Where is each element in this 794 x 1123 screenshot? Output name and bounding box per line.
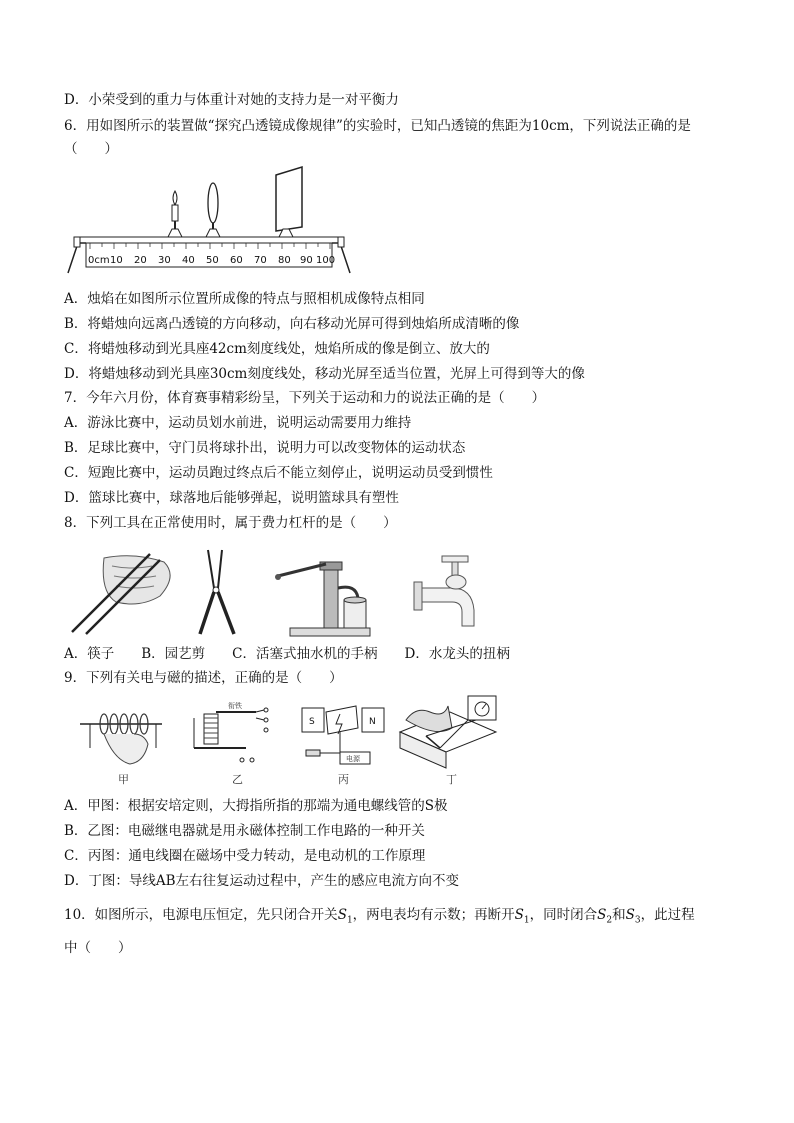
q10-stem bbox=[64, 906, 695, 930]
ruler-label-50: 50 bbox=[206, 255, 219, 266]
garden-shears-figure bbox=[192, 548, 242, 636]
relay-armature-label: 衔铁 bbox=[228, 702, 242, 710]
q9-option-c: C．丙图：通电线圈在磁场中受力转动，是电动机的工作原理 bbox=[64, 848, 426, 864]
induction-figure bbox=[396, 692, 506, 770]
switch-s1: S bbox=[337, 907, 347, 923]
q10-stem-line2: 中（ ） bbox=[64, 940, 132, 956]
q10-text-1: 10．如图所示，电源电压恒定，先只闭合开关 bbox=[64, 907, 338, 923]
water-pump-figure bbox=[270, 548, 380, 638]
q6-option-d: D．将蜡烛移动到光具座30cm刻度线处，移动光屏至适当位置，光屏上可得到等大的像 bbox=[64, 366, 585, 382]
q9-option-b: B．乙图：电磁继电器就是用永磁体控制工作电路的一种开关 bbox=[64, 823, 425, 839]
q10-text-3: ，同时闭合 bbox=[529, 907, 598, 923]
switch-s3-sub: 3 bbox=[634, 915, 641, 926]
magnet-n-label: N bbox=[369, 717, 376, 727]
ruler-label-20: 20 bbox=[134, 255, 147, 266]
q9-option-d: D．丁图：导线AB左右往复运动过程中，产生的感应电流方向不变 bbox=[64, 873, 459, 889]
ruler-label-0: 0cm bbox=[88, 255, 110, 266]
q7-option-d: D．篮球比赛中，球落地后能够弹起，说明篮球具有塑性 bbox=[64, 490, 399, 506]
ruler-label-60: 60 bbox=[230, 255, 243, 266]
figure-caption-yi: 乙 bbox=[232, 773, 243, 786]
optical-bench-figure bbox=[64, 165, 354, 277]
solenoid-hand-figure bbox=[76, 698, 166, 768]
q6-option-b: B．将蜡烛向远离凸透镜的方向移动，向右移动光屏可得到烛焰所成清晰的像 bbox=[64, 316, 520, 332]
q9-stem: 9．下列有关电与磁的描述，正确的是（ ） bbox=[64, 670, 343, 686]
ruler-label-70: 70 bbox=[254, 255, 267, 266]
q10-text-4: 和 bbox=[612, 907, 626, 923]
q7-stem: 7．今年六月份，体育赛事精彩纷呈，下列关于运动和力的说法正确的是（ ） bbox=[64, 390, 546, 406]
q6-stem: 6．用如图所示的装置做“探究凸透镜成像规律”的实验时，已知凸透镜的焦距为10cm，下列说法正确的是 bbox=[64, 118, 691, 134]
magnet-s-label: S bbox=[309, 717, 315, 727]
relay-figure bbox=[186, 698, 286, 768]
ruler-label-100: 100 bbox=[316, 255, 336, 266]
motor-figure bbox=[300, 698, 390, 768]
figure-caption-ding: 丁 bbox=[446, 773, 457, 786]
faucet-figure bbox=[412, 548, 492, 638]
chopsticks-figure bbox=[64, 548, 184, 636]
switch-s1-b-sub: 1 bbox=[523, 915, 530, 926]
ruler-label-30: 30 bbox=[158, 255, 171, 266]
q6-option-c: C．将蜡烛移动到光具座42cm刻度线处，烛焰所成的像是倒立、放大的 bbox=[64, 341, 490, 357]
q8-stem: 8．下列工具在正常使用时，属于费力杠杆的是（ ） bbox=[64, 515, 397, 531]
ruler-label-10: 10 bbox=[110, 255, 123, 266]
switch-s3: S bbox=[625, 907, 635, 923]
q6-stem-bracket: （ ） bbox=[64, 141, 118, 157]
ruler-label-90: 90 bbox=[300, 255, 313, 266]
q10-text-5: ，此过程 bbox=[640, 907, 695, 923]
q7-option-a: A．游泳比赛中，运动员划水前进，说明运动需要用力维持 bbox=[64, 415, 412, 431]
ruler-label-40: 40 bbox=[182, 255, 195, 266]
power-supply-label: 电源 bbox=[346, 755, 360, 763]
switch-s2-sub: 2 bbox=[606, 915, 613, 926]
q10-text-2: ，两电表均有示数；再断开 bbox=[352, 907, 515, 923]
ruler-label-80: 80 bbox=[278, 255, 291, 266]
switch-s2: S bbox=[597, 907, 607, 923]
q5-option-d: D．小荣受到的重力与体重计对她的支持力是一对平衡力 bbox=[64, 92, 399, 108]
q8-options: A．筷子 B．园艺剪 C．活塞式抽水机的手柄 D．水龙头的扭柄 bbox=[64, 646, 510, 662]
q7-option-c: C．短跑比赛中，运动员跑过终点后不能立刻停止，说明运动员受到惯性 bbox=[64, 465, 493, 481]
q6-option-a: A．烛焰在如图所示位置所成像的特点与照相机成像特点相同 bbox=[64, 291, 425, 307]
figure-caption-jia: 甲 bbox=[118, 773, 129, 786]
switch-s1-sub: 1 bbox=[346, 915, 353, 926]
switch-s1-b: S bbox=[514, 907, 524, 923]
q7-option-b: B．足球比赛中，守门员将球扑出，说明力可以改变物体的运动状态 bbox=[64, 440, 466, 456]
q9-option-a: A．甲图：根据安培定则，大拇指所指的那端为通电螺线管的S极 bbox=[64, 798, 448, 814]
figure-caption-bing: 丙 bbox=[338, 773, 349, 786]
